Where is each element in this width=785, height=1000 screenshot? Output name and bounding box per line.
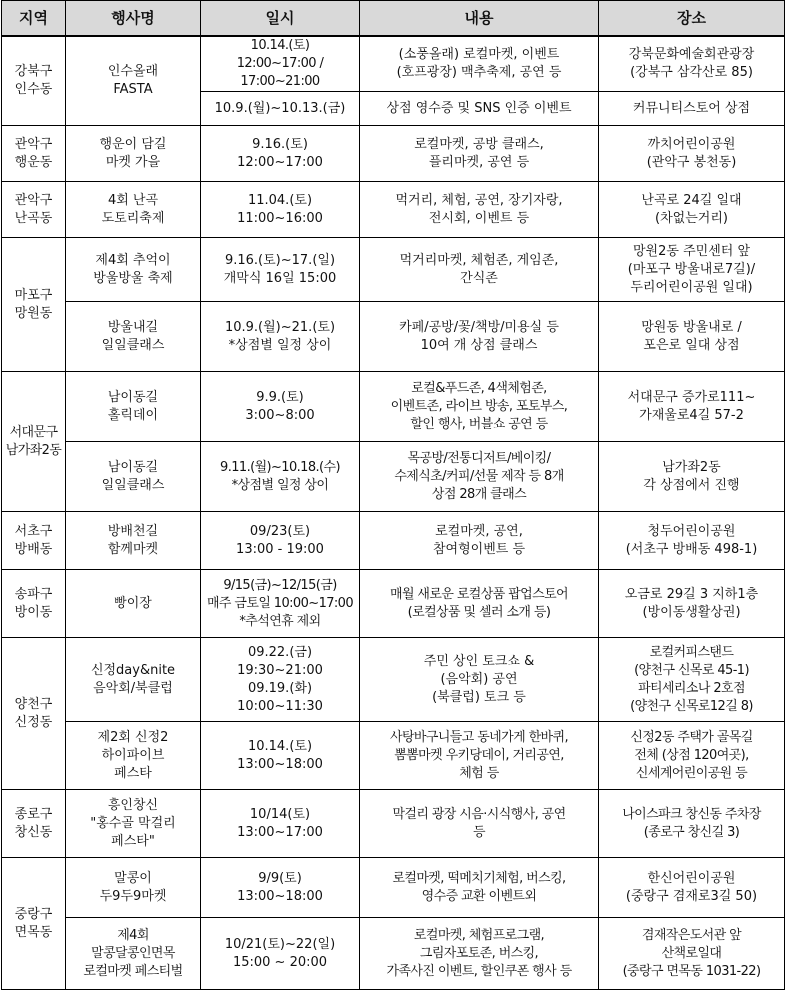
- event-name-cell: 흥인창신 "홍수골 막걸리 페스타": [66, 790, 201, 858]
- datetime-cell: 10.14.(토) 13:00~18:00: [201, 722, 360, 790]
- content-cell: 목공방/전통디저트/베이킹/ 수제식초/커피/선물 제작 등 8개 상점 28개 클래스: [360, 442, 599, 512]
- content-cell: 상점 영수증 및 SNS 인증 이벤트: [360, 92, 599, 126]
- table-row: [2, 372, 785, 442]
- event-name-cell: 인수올래 FASTA: [66, 36, 201, 126]
- event-name-cell: 남이동길 일일클래스: [66, 442, 201, 512]
- table-row: [2, 238, 785, 302]
- place-cell: 난곡로 24길 일대 (차없는거리): [599, 182, 785, 238]
- event-name-cell: 방울내길 일일클래스: [66, 302, 201, 372]
- place-cell: 까치어린이공원 (관악구 봉천동): [599, 126, 785, 182]
- datetime-cell: 10.9.(월)~10.13.(금): [201, 92, 360, 126]
- table-row: [2, 302, 785, 372]
- content-cell: 사탕바구니들고 동네가게 한바퀴, 뽐뽐마켓 우키당데이, 거리공연, 체험 등: [360, 722, 599, 790]
- header-region: 지역: [2, 1, 66, 37]
- event-name-cell: 4회 난곡 도토리축제: [66, 182, 201, 238]
- table-row: [2, 722, 785, 790]
- event-name-cell: 신정day&nite 음악회/북클럽: [66, 638, 201, 722]
- place-cell: 나이스파크 창신동 주차장 (종로구 창신길 3): [599, 790, 785, 858]
- header-datetime: 일시: [201, 1, 360, 37]
- content-cell: 로컬&푸드존, 4색체험존, 이벤트존, 라이브 방송, 포토부스, 할인 행사, 버블쇼 공연 등: [360, 372, 599, 442]
- region-cell: 강북구 인수동: [2, 36, 66, 126]
- datetime-cell: 9.9.(토) 3:00~8:00: [201, 372, 360, 442]
- event-table: [1, 0, 785, 990]
- table-row: [2, 512, 785, 570]
- place-cell: 망원동 방울내로 / 포은로 일대 상점: [599, 302, 785, 372]
- event-name-cell: 제2회 신정2 하이파이브 페스타: [66, 722, 201, 790]
- content-cell: 로컬마켓, 떡메치기체험, 버스킹, 영수증 교환 이벤트외: [360, 858, 599, 918]
- content-cell: 먹거리마켓, 체험존, 게임존, 간식존: [360, 238, 599, 302]
- place-cell: 망원2동 주민센터 앞 (마포구 방울내로7길)/ 두리어린이공원 일대): [599, 238, 785, 302]
- place-cell: 한신어린이공원 (중랑구 겸재로3길 50): [599, 858, 785, 918]
- place-cell: 강북문화예술회관광장 (강북구 삼각산로 85): [599, 36, 785, 92]
- content-cell: 로컬마켓, 공연, 참여형이벤트 등: [360, 512, 599, 570]
- place-cell: 서대문구 증가로111~ 가재울로4길 57-2: [599, 372, 785, 442]
- region-cell: 관악구 난곡동: [2, 182, 66, 238]
- datetime-cell: 10/21(토)~22(일) 15:00 ~ 20:00: [201, 918, 360, 990]
- event-name-cell: 방배천길 함께마켓: [66, 512, 201, 570]
- table-row: [2, 918, 785, 990]
- place-cell: 오금로 29길 3 지하1층 (방이동생활상권): [599, 570, 785, 638]
- region-cell: 관악구 행운동: [2, 126, 66, 182]
- place-cell: 신정2동 주택가 골목길 전체 (상점 120여곳), 신세계어린이공원 등: [599, 722, 785, 790]
- region-cell: 마포구 망원동: [2, 238, 66, 372]
- event-name-cell: 제4회 말콩달콩인면목 로컬마켓 페스티벌: [66, 918, 201, 990]
- content-cell: 로컬마켓, 공방 클래스, 플리마켓, 공연 등: [360, 126, 599, 182]
- datetime-cell: 10.9.(월)~21.(토) *상점별 일정 상이: [201, 302, 360, 372]
- table-row: [2, 442, 785, 512]
- datetime-cell: 09/23(토) 13:00 - 19:00: [201, 512, 360, 570]
- content-cell: 먹거리, 체험, 공연, 장기자랑, 전시회, 이벤트 등: [360, 182, 599, 238]
- datetime-cell: 09.22.(금) 19:30~21:00 09.19.(화) 10:00~11:30: [201, 638, 360, 722]
- datetime-cell: 9.16.(토) 12:00~17:00: [201, 126, 360, 182]
- region-cell: 서대문구 남가좌2동: [2, 372, 66, 512]
- event-name-cell: 빵이장: [66, 570, 201, 638]
- event-name-cell: 제4회 추억이 방울방울 축제: [66, 238, 201, 302]
- table-row: [2, 790, 785, 858]
- place-cell: 겸재작은도서관 앞 산책로일대 (중랑구 면목동 1031-22): [599, 918, 785, 990]
- header-row: [2, 1, 785, 37]
- table-row: [2, 182, 785, 238]
- place-cell: 청두어린이공원 (서초구 방배동 498-1): [599, 512, 785, 570]
- table-row: [2, 126, 785, 182]
- region-cell: 종로구 창신동: [2, 790, 66, 858]
- datetime-cell: 10.14.(토) 12:00~17:00 / 17:00~21:00: [201, 36, 360, 92]
- table-row: [2, 858, 785, 918]
- datetime-cell: 9/9(토) 13:00~18:00: [201, 858, 360, 918]
- datetime-cell: 11.04.(토) 11:00~16:00: [201, 182, 360, 238]
- header-place: 장소: [599, 1, 785, 37]
- content-cell: 카페/공방/꽃/책방/미용실 등 10여 개 상점 클래스: [360, 302, 599, 372]
- region-cell: 양천구 신정동: [2, 638, 66, 790]
- event-name-cell: 남이동길 홀릭데이: [66, 372, 201, 442]
- content-cell: 매월 새로운 로컬상품 팝업스토어 (로컬상품 및 셀러 소개 등): [360, 570, 599, 638]
- region-cell: 중랑구 면목동: [2, 858, 66, 990]
- table-row: [2, 638, 785, 722]
- region-cell: 서초구 방배동: [2, 512, 66, 570]
- place-cell: 남가좌2동 각 상점에서 진행: [599, 442, 785, 512]
- content-cell: (소풍올래) 로컬마켓, 이벤트 (호프광장) 맥추축제, 공연 등: [360, 36, 599, 92]
- table-row: [2, 36, 785, 92]
- header-content: 내용: [360, 1, 599, 37]
- header-event-name: 행사명: [66, 1, 201, 37]
- datetime-cell: 9.16.(토)~17.(일) 개막식 16일 15:00: [201, 238, 360, 302]
- content-cell: 막걸리 광장 시음·시식행사, 공연 등: [360, 790, 599, 858]
- place-cell: 커뮤니티스토어 상점: [599, 92, 785, 126]
- content-cell: 주민 상인 토크쇼 & (음악회) 공연 (북클럽) 토크 등: [360, 638, 599, 722]
- event-name-cell: 말콩이 두9두9마켓: [66, 858, 201, 918]
- datetime-cell: 10/14(토) 13:00~17:00: [201, 790, 360, 858]
- content-cell: 로컬마켓, 체험프로그램, 그림자포토존, 버스킹, 가족사진 이벤트, 할인쿠폰 행사 등: [360, 918, 599, 990]
- event-name-cell: 행운이 담길 마켓 가을: [66, 126, 201, 182]
- table-row: [2, 570, 785, 638]
- datetime-cell: 9.11.(월)~10.18.(수) *상점별 일정 상이: [201, 442, 360, 512]
- place-cell: 로컬커피스탠드 (양천구 신목로 45-1) 파티세리소나 2호점 (양천구 신목로12길 8): [599, 638, 785, 722]
- region-cell: 송파구 방이동: [2, 570, 66, 638]
- datetime-cell: 9/15(금)~12/15(금) 매주 금토일 10:00~17:00 *추석연휴 제외: [201, 570, 360, 638]
